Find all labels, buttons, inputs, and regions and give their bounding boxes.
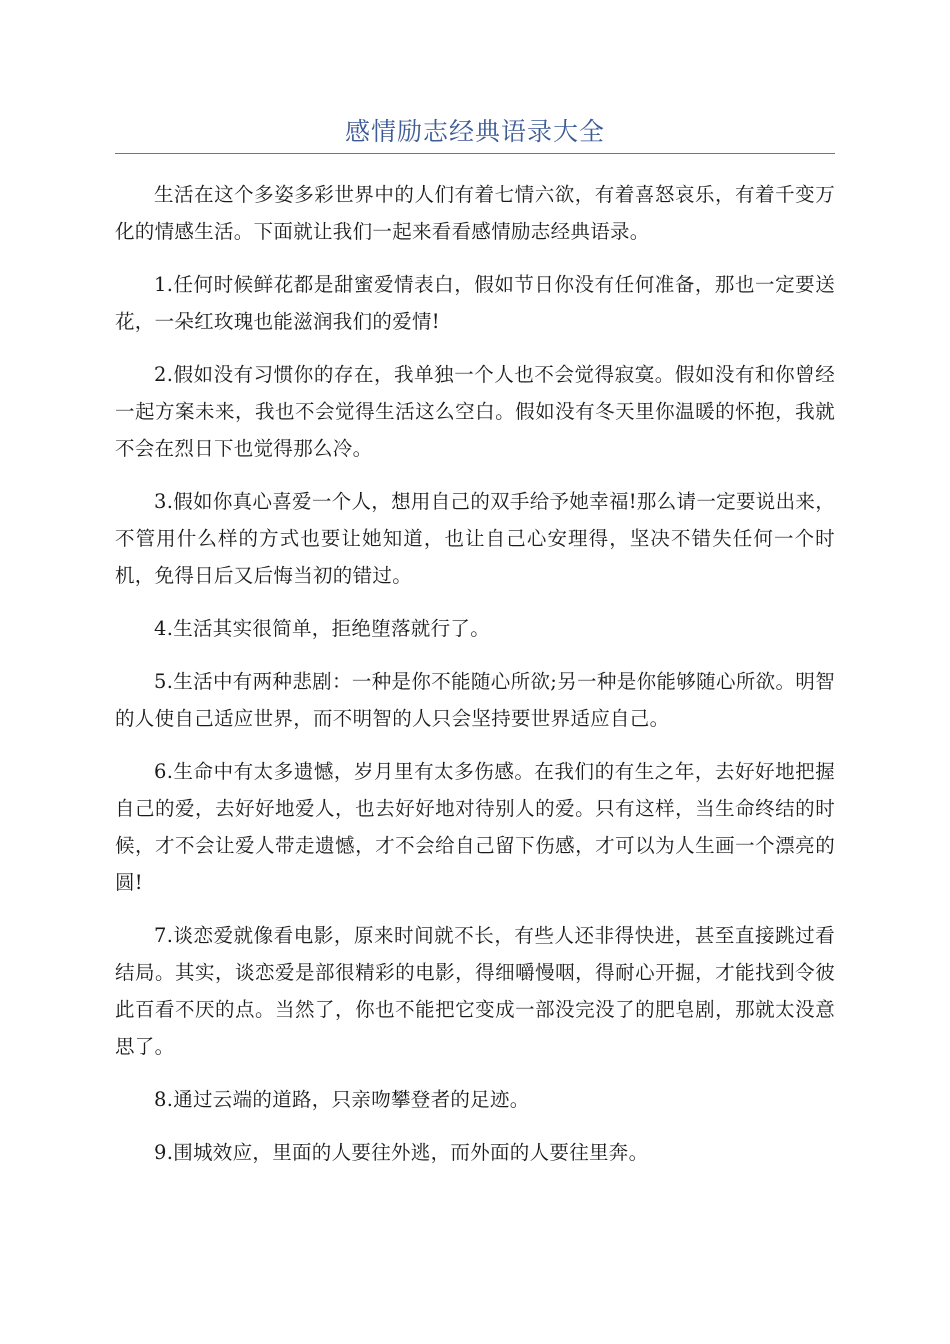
title-underline — [115, 153, 835, 154]
quote-paragraph-6: 6.生命中有太多遗憾，岁月里有太多伤感。在我们的有生之年，去好好地把握自己的爱，去好好地爱人，也去好好地对待别人的爱。只有这样，当生命终结的时候，才不会让爱人带走遗憾，才不会给自己留下伤感，才可以为人生画一个漂亮的圆! — [115, 760, 835, 894]
quote-paragraph-9: 9.围城效应，里面的人要往外逃，而外面的人要往里奔。 — [154, 1141, 649, 1164]
quote-paragraph-3: 3.假如你真心喜爱一个人，想用自己的双手给予她幸福!那么请一定要说出来，不管用什么样的方式也要让她知道，也让自己心安理得，坚决不错失任何一个时机，免得日后又后悔当初的错过。 — [115, 490, 835, 587]
quote-paragraph-5: 5.生活中有两种悲剧：一种是你不能随心所欲;另一种是你能够随心所欲。明智的人使自己适应世界，而不明智的人只会坚持要世界适应自己。 — [115, 670, 835, 730]
quote-paragraph-4: 4.生活其实很简单，拒绝堕落就行了。 — [154, 617, 491, 640]
quote-paragraph-8: 8.通过云端的道路，只亲吻攀登者的足迹。 — [154, 1088, 530, 1111]
document-title: 感情励志经典语录大全 — [344, 117, 605, 146]
quote-paragraph-2: 2.假如没有习惯你的存在，我单独一个人也不会觉得寂寞。假如没有和你曾经一起方案未来，我也不会觉得生活这么空白。假如没有冬天里你温暖的怀抱，我就不会在烈日下也觉得那么冷。 — [115, 363, 835, 460]
quote-paragraph-1: 1.任何时候鲜花都是甜蜜爱情表白，假如节日你没有任何准备，那也一定要送花，一朵红玫瑰也能滋润我们的爱情! — [115, 273, 835, 333]
document-body — [115, 176, 835, 1187]
intro-paragraph: 生活在这个多姿多彩世界中的人们有着七情六欲，有着喜怒哀乐，有着千变万化的情感生活。下面就让我们一起来看看感情励志经典语录。 — [115, 183, 835, 243]
quote-paragraph-7: 7.谈恋爱就像看电影，原来时间就不长，有些人还非得快进，甚至直接跳过看结局。其实，谈恋爱是部很精彩的电影，得细嚼慢咽，得耐心开掘，才能找到令彼此百看不厌的点。当然了，你也不能把它变成一部没完没了的肥皂剧，那就太没意思了。 — [115, 924, 835, 1058]
